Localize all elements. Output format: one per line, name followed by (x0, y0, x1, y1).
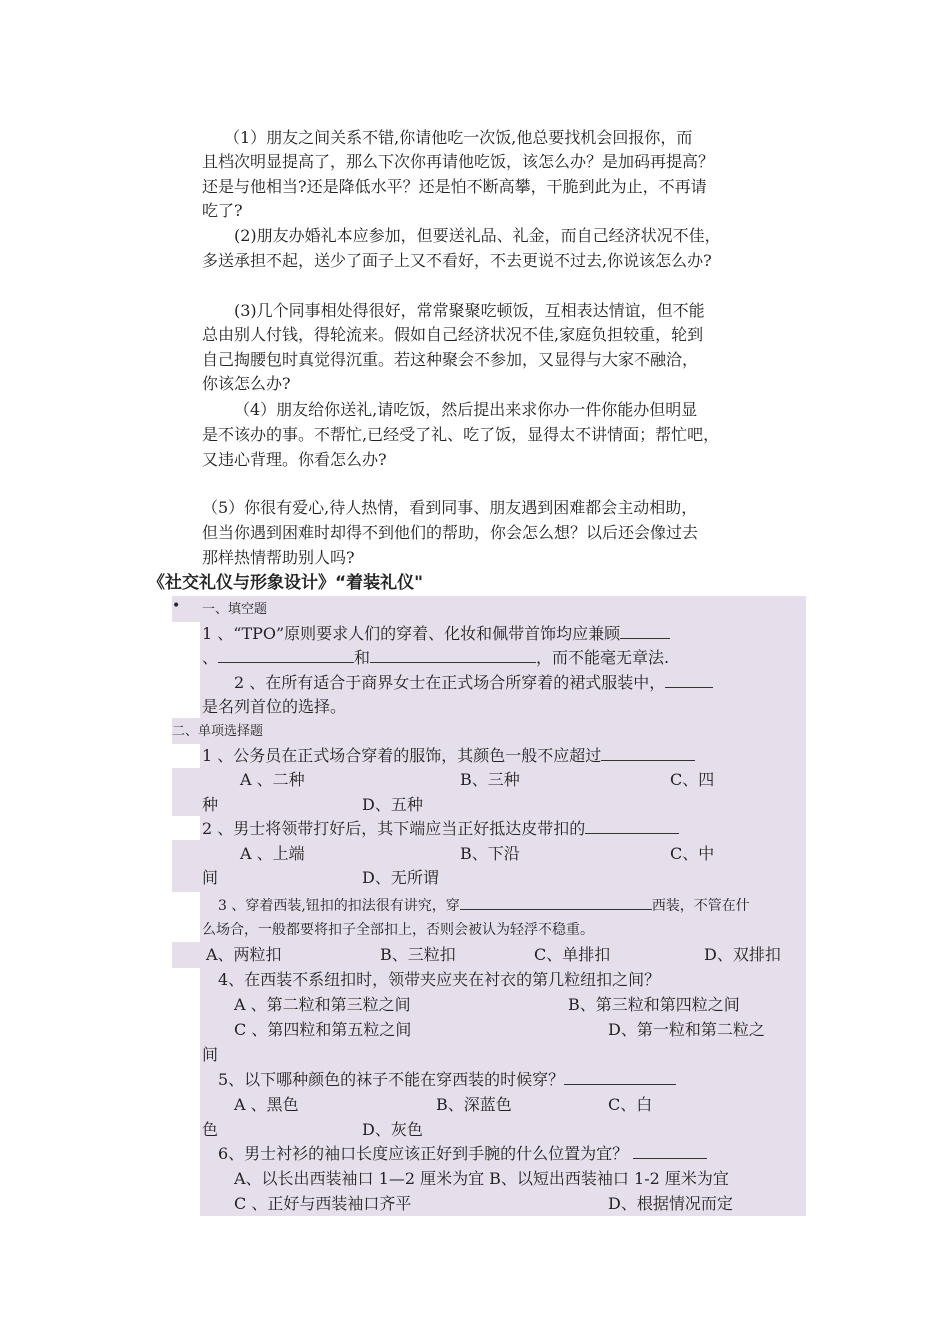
choice-q6-text: 6、男士衬衫的袖口长度应该正好到手腕的什么位置为宜？ (218, 1144, 629, 1163)
essay-q2-line2: 多送承担不起，送少了面子上又不看好，不去更说不过去,你说该怎么办? (202, 251, 712, 270)
bullet: • (172, 598, 181, 614)
choice-q6-option-c[interactable]: C 、正好与西装袖口齐平 (234, 1194, 412, 1213)
choice-q3-option-b[interactable]: B、三粒扣 (380, 945, 456, 964)
choice-q1-text: 1 、公务员在正式场合穿着的服饰，其颜色一般不应超过 (202, 746, 602, 765)
choice-q5-stem (218, 1068, 676, 1092)
fill-blank-q1-line2 (202, 646, 669, 670)
choice-q3-text: 3 、穿着西装,钮扣的扣法很有讲究，穿 (218, 898, 460, 914)
choice-q1-option-a[interactable]: A 、二种 (240, 770, 305, 789)
essay-q1-line2: 且档次明显提高了，那么下次你再请他吃饭，该怎么办？是加码再提高？ (202, 152, 715, 171)
fill-blank-heading: 一、填空题 (202, 602, 268, 617)
answer-blank[interactable] (665, 671, 713, 688)
answer-blank[interactable] (601, 744, 695, 761)
choice-q2-text: 2 、男士将领带打好后，其下端应当正好抵达皮带扣的 (202, 819, 586, 838)
separator: 、 (202, 648, 219, 667)
choice-q6-stem (218, 1142, 707, 1166)
essay-q3-line4: 你该怎么办? (202, 374, 291, 393)
choice-q4-option-d[interactable]: D、第一粒和第二粒之 (608, 1020, 765, 1039)
choice-q5-option-a[interactable]: A 、黑色 (234, 1095, 299, 1114)
choice-q5-option-c[interactable]: C、白 (608, 1095, 653, 1114)
choice-q2-stem (202, 817, 679, 841)
choice-q5-option-d[interactable]: D、灰色 (362, 1120, 423, 1139)
fill-blank-q2-text: 2 、在所有适合于商界女士在正式场合所穿着的裙式服装中， (234, 673, 666, 692)
choice-q5-option-c-wrap: 色 (202, 1120, 219, 1139)
highlight-band (172, 596, 806, 622)
choice-q1-option-b[interactable]: B、三种 (460, 770, 520, 789)
choice-q2-option-c[interactable]: C、中 (670, 844, 715, 863)
choice-q1-option-c[interactable]: C、四 (670, 770, 715, 789)
fill-blank-q2-line2: 是名列首位的选择。 (202, 697, 347, 716)
choice-q1-option-c-wrap: 种 (202, 795, 219, 814)
choice-q5-text: 5、以下哪种颜色的袜子不能在穿西装的时候穿？ (218, 1070, 565, 1089)
choice-q4-option-a[interactable]: A 、第二粒和第三粒之间 (234, 995, 411, 1014)
choice-q3-option-d[interactable]: D、双排扣 (704, 945, 781, 964)
answer-blank[interactable] (633, 1142, 707, 1159)
fill-blank-q1-end: ，而不能毫无章法. (536, 648, 670, 667)
highlight-band (172, 718, 806, 744)
choice-q4-stem: 4、在西装不系纽扣时，领带夹应夹在衬衣的第几粒纽扣之间？ (218, 970, 661, 989)
choice-q6-options-ab[interactable]: A、以长出西装袖口 1—2 厘米为宜 B、以短出西装袖口 1-2 厘米为宜 (234, 1169, 729, 1188)
choice-q3-stem-line2: 么场合，一般都要将扣子全部扣上，否则会被认为轻浮不稳重。 (202, 922, 594, 938)
choice-q3-option-a[interactable]: A、两粒扣 (206, 945, 282, 964)
choice-q2-option-b[interactable]: B、下沿 (460, 844, 520, 863)
choice-q3-text-end: 西装，不管在什 (651, 898, 750, 914)
choice-q1-stem (202, 744, 695, 768)
essay-q5-line1: （5）你很有爱心,待人热情，看到同事、朋友遇到困难都会主动相助， (202, 498, 698, 517)
choice-q4-option-d-wrap: 间 (202, 1045, 219, 1064)
choice-q5-option-b[interactable]: B、深蓝色 (436, 1095, 512, 1114)
conjunction: 和 (354, 648, 371, 667)
answer-blank[interactable] (370, 646, 536, 663)
choice-q1-option-d[interactable]: D、五种 (362, 795, 423, 814)
essay-q1-line1: （1）朋友之间关系不错,你请他吃一次饭,他总要找机会回报你，而 (224, 128, 693, 147)
essay-q5-line2: 但当你遇到困难时却得不到他们的帮助，你会怎么想？以后还会像过去 (202, 523, 699, 542)
essay-q4-line2: 是不该办的事。不帮忙,已经受了礼、吃了饭，显得太不讲情面；帮忙吧， (202, 425, 720, 444)
essay-q3-line3: 自己掏腰包时真觉得沉重。若这种聚会不参加，又显得与大家不融洽， (202, 350, 699, 369)
choice-q4-option-c[interactable]: C 、第四粒和第五粒之间 (234, 1020, 412, 1039)
essay-q1-line4: 吃了? (202, 201, 243, 220)
essay-q1-line3: 还是与他相当?还是降低水平？还是怕不断高攀，干脆到此为止，不再请 (202, 177, 707, 196)
choice-q4-option-b[interactable]: B、第三粒和第四粒之间 (568, 995, 740, 1014)
choice-q6-option-d[interactable]: D、根据情况而定 (608, 1194, 733, 1213)
essay-q4-line3: 又违心背理。你看怎么办? (202, 450, 387, 469)
fill-blank-q1-line1 (202, 622, 670, 646)
answer-blank[interactable] (218, 646, 354, 663)
choice-heading: 二、单项选择题 (172, 724, 264, 739)
choice-q2-option-d[interactable]: D、无所谓 (362, 868, 439, 887)
essay-q2-line1: (2)朋友办婚礼本应参加，但要送礼品、礼金，而自己经济状况不佳， (234, 226, 721, 245)
answer-blank[interactable] (620, 622, 670, 639)
fill-blank-q1-text: 1 、“TPO”原则要求人们的穿着、化妆和佩带首饰均应兼顾 (202, 624, 621, 643)
fill-blank-q2-line1 (234, 671, 713, 695)
section-title: 《社交礼仪与形象设计》“着装礼仪" (148, 573, 424, 593)
essay-q3-line2: 总由别人付钱，得轮流来。假如自己经济状况不佳,家庭负担较重，轮到 (202, 325, 704, 344)
essay-q4-line1: （4）朋友给你送礼,请吃饭，然后提出来求你办一件你能办但明显 (234, 400, 698, 419)
choice-q2-option-a[interactable]: A 、上端 (240, 844, 305, 863)
essay-q3-line1: (3)几个同事相处得很好，常常聚聚吃顿饭，互相表达情谊，但不能 (234, 301, 705, 320)
essay-q5-line3: 那样热情帮助别人吗? (202, 548, 355, 567)
choice-q3-option-c[interactable]: C、单排扣 (534, 945, 611, 964)
answer-blank[interactable] (564, 1068, 676, 1085)
answer-blank[interactable] (460, 895, 652, 910)
answer-blank[interactable] (585, 817, 679, 834)
choice-q2-option-c-wrap: 间 (202, 868, 219, 887)
choice-q3-stem-line1 (218, 894, 750, 918)
